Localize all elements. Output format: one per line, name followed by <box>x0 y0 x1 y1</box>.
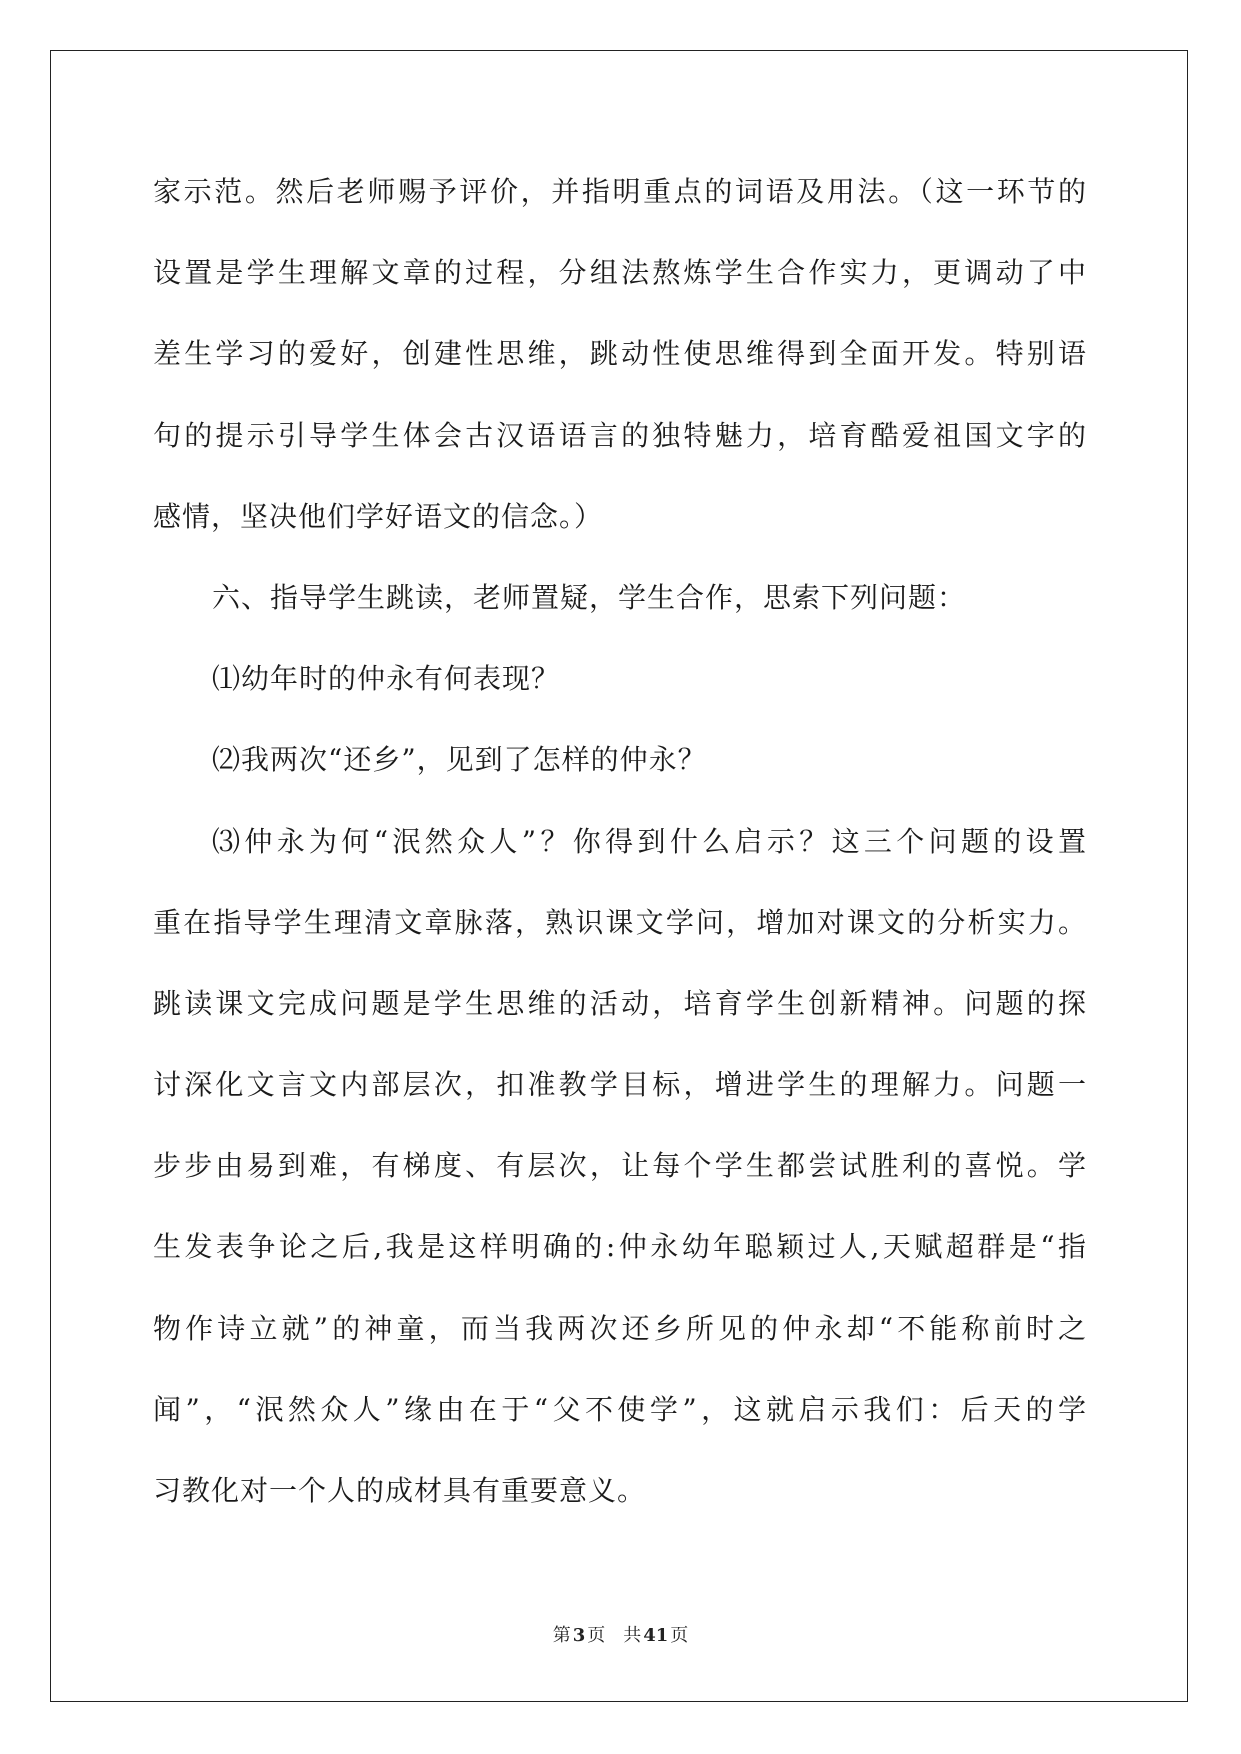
paragraph-line: 设置是学生理解文章的过程，分组法熬炼学生合作实力，更调动了中 <box>153 256 1087 290</box>
page-number: 3 <box>572 1625 586 1646</box>
paragraph-line: 步步由易到难，有梯度、有层次，让每个学生都尝试胜利的喜悦。学 <box>153 1149 1087 1183</box>
total-pages: 41 <box>643 1625 669 1646</box>
paragraph-line: 感情，坚决他们学好语文的信念。） <box>153 499 604 533</box>
page-footer <box>0 1622 1241 1650</box>
paragraph-line: 差生学习的爱好，创建性思维，跳动性使思维得到全面开发。特别语 <box>153 337 1087 371</box>
question-line: ⑴幼年时的仲永有何表现？ <box>212 662 561 696</box>
document-body <box>153 151 1087 1531</box>
paragraph-line: 重在指导学生理清文章脉落，熟识课文学问，增加对课文的分析实力。 <box>153 905 1087 939</box>
question-line: ⑵我两次“还乡”，见到了怎样的仲永？ <box>212 743 707 777</box>
total-suffix: 页 <box>670 1625 689 1646</box>
paragraph-line: 句的提示引导学生体会古汉语语言的独特魅力，培育酷爱祖国文字的 <box>153 418 1087 452</box>
paragraph-line: 六、指导学生跳读，老师置疑，学生合作，思索下列问题： <box>212 580 967 614</box>
page-suffix: 页 <box>587 1625 606 1646</box>
page-prefix: 第 <box>552 1625 571 1646</box>
paragraph-line: 闻”，“泯然众人”缘由在于“父不使学”，这就启示我们：后天的学 <box>153 1392 1087 1426</box>
total-prefix: 共 <box>623 1625 642 1646</box>
paragraph-line: 生发表争论之后,我是这样明确的:仲永幼年聪颖过人,天赋超群是“指 <box>153 1230 1087 1264</box>
question-line: ⑶仲永为何“泯然众人”？你得到什么启示？这三个问题的设置 <box>212 824 1087 858</box>
paragraph-line: 家示范。然后老师赐予评价，并指明重点的词语及用法。（这一环节的 <box>153 175 1087 208</box>
paragraph-line: 物作诗立就”的神童，而当我两次还乡所见的仲永却“不能称前时之 <box>153 1311 1087 1345</box>
paragraph-line: 习教化对一个人的成材具有重要意义。 <box>153 1474 647 1507</box>
paragraph-line: 讨深化文言文内部层次，扣准教学目标，增进学生的理解力。问题一 <box>153 1068 1087 1102</box>
paragraph-line: 跳读课文完成问题是学生思维的活动，培育学生创新精神。问题的探 <box>153 986 1087 1020</box>
